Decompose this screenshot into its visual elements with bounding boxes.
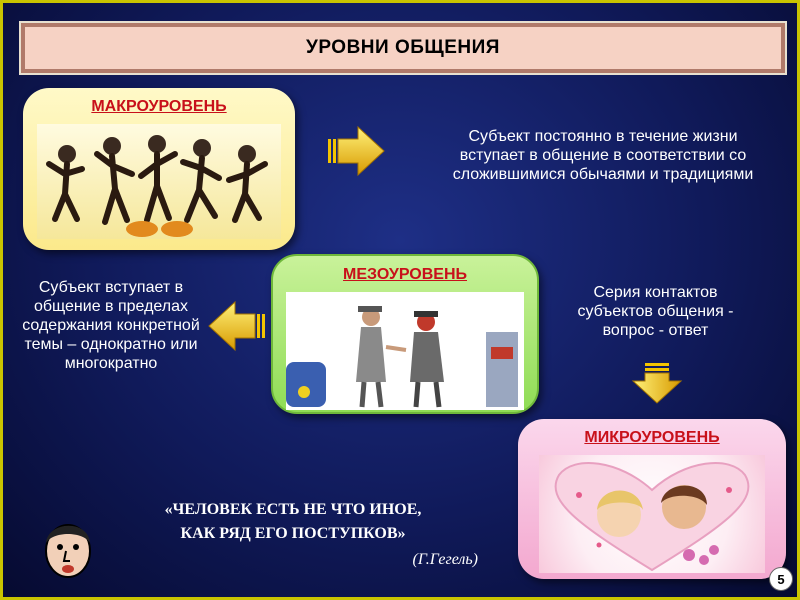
gas-station-illustration [286, 292, 524, 410]
quote-line-1: «ЧЕЛОВЕК ЕСТЬ НЕ ЧТО ИНОЕ, [164, 501, 422, 518]
slide-title: УРОВНИ ОБЩЕНИЯ [21, 23, 785, 73]
macro-level-title: МАКРОУРОВЕНЬ [91, 98, 227, 115]
arrow-right-icon [328, 125, 386, 177]
micro-level-title: МИКРОУРОВЕНЬ [584, 429, 720, 446]
hegel-quote [108, 498, 478, 546]
meso-level-description: Субъект вступает в общение в пределах содержания конкретной темы – однократно или многократно [22, 279, 200, 372]
couple-in-heart-illustration [539, 455, 765, 573]
arrow-down-icon [631, 363, 683, 405]
page-number: 5 [769, 567, 793, 591]
meso-level-card [271, 254, 539, 414]
macro-level-card [23, 88, 295, 250]
quote-author: (Г.Гегель) [412, 551, 478, 568]
macro-level-description: Субъект постоянно в течение жизни вступает в общение в соответствии со сложившимися обычаями и традициями [452, 128, 754, 183]
thinking-man-icon [38, 513, 98, 585]
meso-level-title: МЕЗОУРОВЕНЬ [343, 266, 467, 283]
quote-line-2: КАК РЯД ЕГО ПОСТУПКОВ» [180, 525, 406, 542]
arrow-left-icon [207, 300, 265, 352]
micro-level-description: Серия контактов субъектов общения - вопрос - ответ [577, 284, 734, 339]
dancing-people-illustration [37, 124, 281, 239]
micro-level-card [518, 419, 786, 579]
